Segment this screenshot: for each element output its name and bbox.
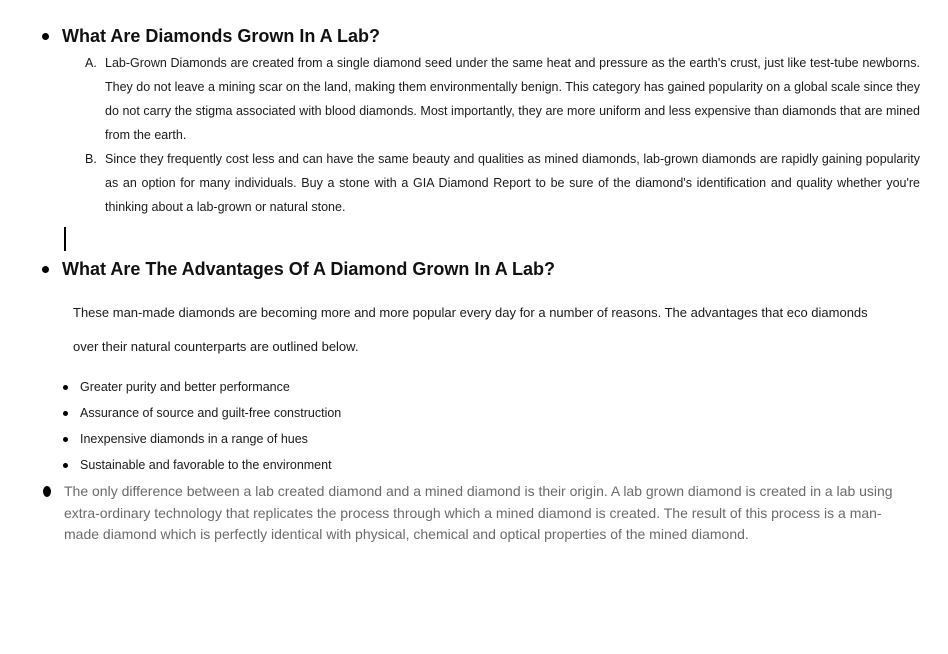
advantages-list xyxy=(63,374,341,478)
bullet-icon xyxy=(42,33,49,40)
section2-heading-row xyxy=(42,259,555,279)
section1-heading-row xyxy=(42,26,380,46)
advantage-item[interactable] xyxy=(63,374,341,400)
bullet-icon xyxy=(63,437,68,442)
bullet-icon xyxy=(43,486,51,497)
section2-heading[interactable]: What Are The Advantages Of A Diamond Grown In A Lab? xyxy=(62,259,556,279)
bullet-icon xyxy=(63,411,68,416)
bullet-icon xyxy=(42,266,49,273)
note-row xyxy=(43,481,915,546)
text-cursor xyxy=(64,227,66,251)
advantage-item[interactable] xyxy=(63,452,341,478)
section1-heading[interactable]: What Are Diamonds Grown In A Lab? xyxy=(62,26,381,46)
bullet-icon xyxy=(63,463,68,468)
note-paragraph[interactable]: The only difference between a lab created diamond and a mined diamond is their origin. A lab grown diamond is created in a lab using extra-ordinary technology that replicates the process through which a mined diamond is created. The result of this process is a man-made diamond which is perfectly identical with physical, chemical and optical properties of the mined diamond. xyxy=(64,483,893,542)
paragraph-b[interactable]: Since they frequently cost less and can have the same beauty and qualities as mined diamonds, lab-grown diamonds are rapidly gaining popularity as an option for many individuals. Buy a stone with a GIA Diamond Report to be sure of the diamond's identification and quality whether you're thinking about a lab-grown or natural stone. xyxy=(105,152,920,214)
list-marker-b: B. xyxy=(85,152,97,166)
advantage-item[interactable] xyxy=(63,426,341,452)
advantage-text: Assurance of source and guilt-free construction xyxy=(80,406,342,420)
paragraph-a[interactable]: Lab-Grown Diamonds are created from a single diamond seed under the same heat and pressure as the earth's crust, just like test-tube newborns. They do not leave a mining scar on the land, making them environmentally benign. This category has gained popularity on a global scale since they do not carry the stigma associated with blood diamonds. Most importantly, they are more uniform and less expensive than diamonds that are mined from the earth. xyxy=(105,56,920,142)
advantage-text: Greater purity and better performance xyxy=(80,380,290,394)
list-item-a[interactable] xyxy=(85,51,920,147)
list-item-b[interactable] xyxy=(85,147,920,219)
list-marker-a: A. xyxy=(85,56,97,70)
lettered-list xyxy=(85,51,920,219)
bullet-icon xyxy=(63,385,68,390)
advantage-text: Inexpensive diamonds in a range of hues xyxy=(80,432,308,446)
advantage-item[interactable] xyxy=(63,400,341,426)
advantage-text: Sustainable and favorable to the environment xyxy=(80,458,332,472)
intro-paragraph[interactable]: These man-made diamonds are becoming more and more popular every day for a number of reasons. The advantages that eco diamonds over their natural counterparts are outlined below. xyxy=(73,305,868,354)
